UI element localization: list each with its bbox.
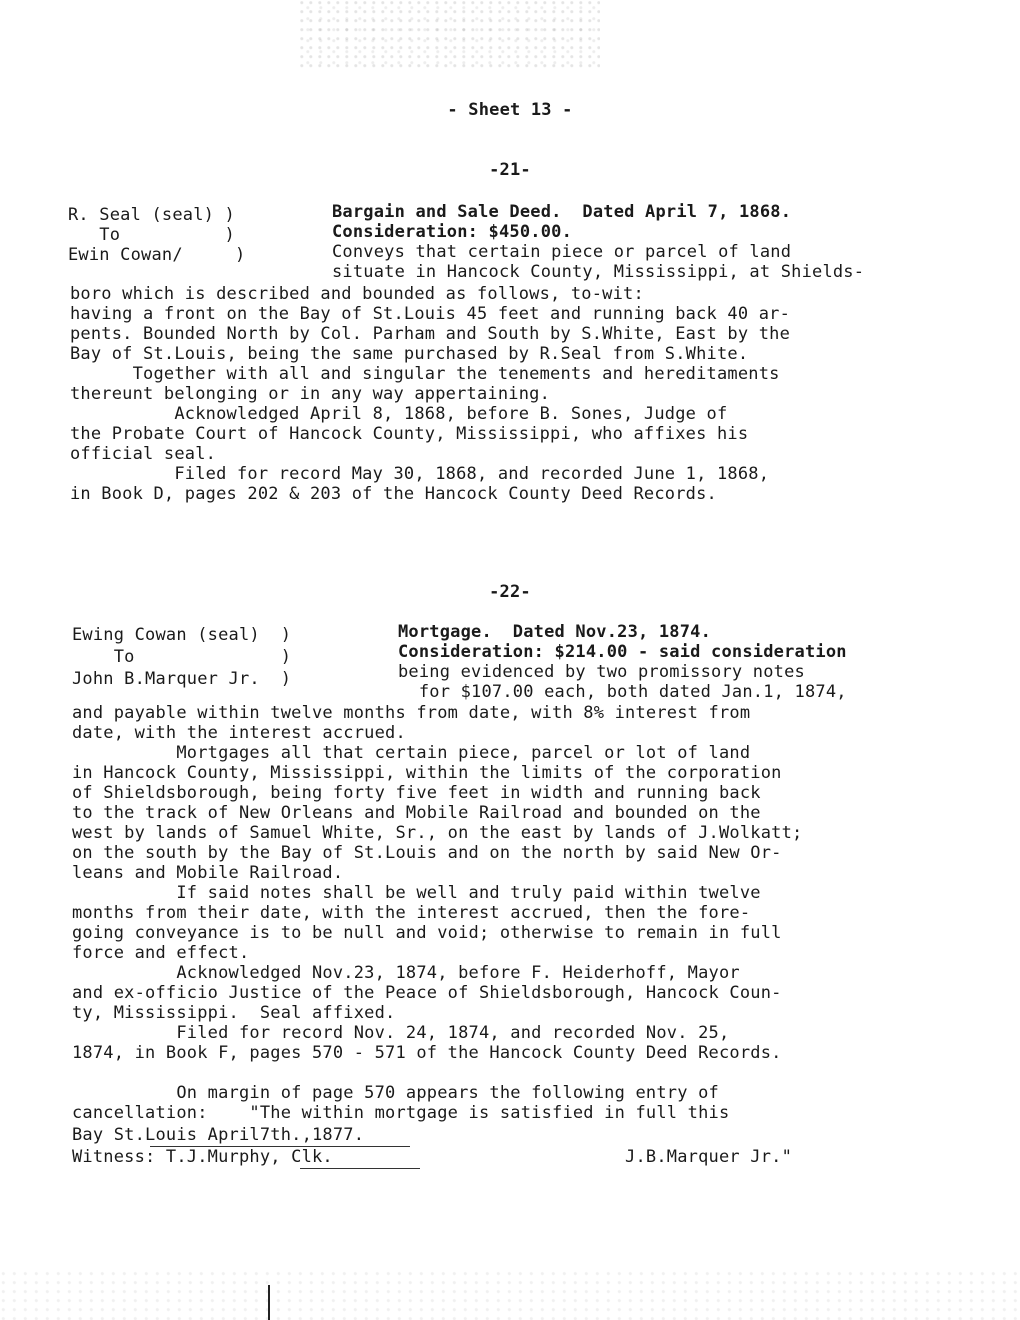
- entry-22-line: going conveyance is to be null and void; otherwise to remain in full: [72, 923, 782, 943]
- entry-22-line: 1874, in Book F, pages 570 - 571 of the Hancock County Deed Records.: [72, 1043, 782, 1063]
- entry-21-to: To ): [68, 225, 235, 245]
- entry-22-mortgagee: John B.Marquer Jr. ): [72, 669, 292, 689]
- entry-21-line: in Book D, pages 202 & 203 of the Hancock County Deed Records.: [70, 484, 717, 504]
- entry-22-line: cancellation: "The within mortgage is satisfied in full this: [72, 1103, 730, 1123]
- entry-21-grantee: Ewin Cowan/ ): [68, 245, 246, 265]
- entry-22-line: date, with the interest accrued.: [72, 723, 406, 743]
- entry-22-line: On margin of page 570 appears the following entry of: [72, 1083, 719, 1103]
- entry-21-line: thereunt belonging or in any way appertaining.: [70, 384, 551, 404]
- entry-21-line: Acknowledged April 8, 1868, before B. Sones, Judge of: [70, 404, 728, 424]
- entry-22-mortgagor: Ewing Cowan (seal) ): [72, 625, 292, 645]
- entry-22-line: and ex-officio Justice of the Peace of Shieldsborough, Hancock Coun-: [72, 983, 782, 1003]
- underline-witness: [300, 1168, 420, 1169]
- entry-22-line: force and effect.: [72, 943, 250, 963]
- scan-noise-top: [300, 0, 600, 70]
- entry-22-line: west by lands of Samuel White, Sr., on the east by lands of J.Wolkatt;: [72, 823, 803, 843]
- entry-22-line: Acknowledged Nov.23, 1874, before F. Heiderhoff, Mayor: [72, 963, 740, 983]
- entry-21-line: boro which is described and bounded as follows, to-wit:: [70, 284, 644, 304]
- entry-22-line: on the south by the Bay of St.Louis and on the north by said New Or-: [72, 843, 782, 863]
- entry-22-line: Filed for record Nov. 24, 1874, and recorded Nov. 25,: [72, 1023, 730, 1043]
- scan-mark: [268, 1285, 270, 1320]
- entry-22-line: in Hancock County, Mississippi, within the limits of the corporation: [72, 763, 782, 783]
- entry-22-line: being evidenced by two promissory notes: [398, 662, 805, 682]
- entry-21-line: pents. Bounded North by Col. Parham and South by S.White, East by the: [70, 324, 791, 344]
- underline-date: [150, 1146, 410, 1147]
- entry-22-line: of Shieldsborough, being forty five feet in width and running back: [72, 783, 761, 803]
- entry-22-line: ty, Mississippi. Seal affixed.: [72, 1003, 396, 1023]
- entry-22-number: -22-: [489, 582, 531, 602]
- entry-22-line: for $107.00 each, both dated Jan.1, 1874,: [398, 682, 847, 702]
- entry-22-line: Witness: T.J.Murphy, Clk. J.B.Marquer Jr.": [72, 1147, 793, 1167]
- entry-21-line: Bargain and Sale Deed. Dated April 7, 1868.: [332, 202, 792, 222]
- entry-21-line: Consideration: $450.00.: [332, 222, 573, 242]
- entry-21-line: Conveys that certain piece or parcel of land: [332, 242, 792, 262]
- entry-22-line: Mortgages all that certain piece, parcel or lot of land: [72, 743, 751, 763]
- entry-22-line: and payable within twelve months from date, with 8% interest from: [72, 703, 751, 723]
- entry-22-line: Consideration: $214.00 - said consideration: [398, 642, 847, 662]
- entry-22-line: If said notes shall be well and truly paid within twelve: [72, 883, 761, 903]
- scan-noise-bottom: [0, 1270, 1020, 1320]
- entry-22-line: leans and Mobile Railroad.: [72, 863, 344, 883]
- entry-22-line: to the track of New Orleans and Mobile Railroad and bounded on the: [72, 803, 761, 823]
- entry-21-grantor: R. Seal (seal) ): [68, 205, 235, 225]
- sheet-header: - Sheet 13 -: [447, 100, 573, 120]
- entry-21-line: situate in Hancock County, Mississippi, at Shields-: [332, 262, 865, 282]
- entry-22-to: To ): [72, 647, 292, 667]
- entry-21-line: official seal.: [70, 444, 217, 464]
- entry-21-line: having a front on the Bay of St.Louis 45 feet and running back 40 ar-: [70, 304, 791, 324]
- entry-21-number: -21-: [489, 160, 531, 180]
- entry-21-line: Bay of St.Louis, being the same purchased by R.Seal from S.White.: [70, 344, 749, 364]
- entry-21-line: Together with all and singular the tenements and hereditaments: [70, 364, 780, 384]
- entry-21-line: Filed for record May 30, 1868, and recorded June 1, 1868,: [70, 464, 770, 484]
- entry-22-line: months from their date, with the interest accrued, then the fore-: [72, 903, 751, 923]
- entry-21-line: the Probate Court of Hancock County, Mississippi, who affixes his: [70, 424, 749, 444]
- entry-22-line: Bay St.Louis April7th.,1877.: [72, 1125, 365, 1145]
- entry-22-line: Mortgage. Dated Nov.23, 1874.: [398, 622, 712, 642]
